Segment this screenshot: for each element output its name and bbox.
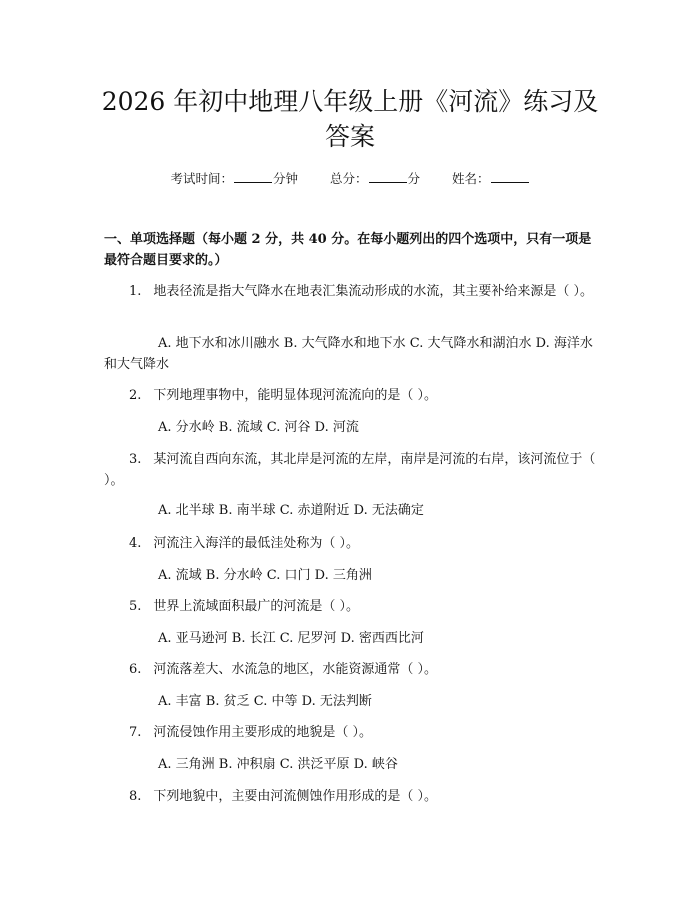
exam-meta [0, 170, 700, 188]
question-number: 7. [129, 725, 142, 740]
question-number: 3. [129, 452, 142, 467]
exam-time-unit: 分钟 [272, 171, 298, 186]
question-number: 6. [129, 662, 142, 677]
exam-time-label: 考试时间： [170, 171, 233, 186]
question-3 [104, 449, 598, 491]
question-8 [104, 786, 598, 807]
student-name-blank [491, 170, 529, 183]
question-1-options: A. 地下水和冰川融水 B. 大气降水和地下水 C. 大气降水和湖泊水 D. 海洋水和大气降水 [104, 336, 593, 372]
section-heading: 一、单项选择题（每小题 2 分，共 40 分。在每小题列出的四个选项中，只有一项是最符合题目要求的。） [104, 232, 592, 268]
total-score-blank [369, 170, 407, 183]
student-name-label: 姓名： [452, 171, 490, 186]
question-text: 世界上流域面积最广的河流是（ ）。 [153, 599, 360, 614]
total-score-unit: 分 [407, 171, 421, 186]
student-name [452, 170, 530, 188]
question-4 [104, 533, 598, 554]
exam-time-blank [234, 170, 272, 183]
question-number: 5. [129, 599, 142, 614]
question-number: 2. [129, 388, 142, 403]
question-text: 河流侵蚀作用主要形成的地貌是（ ）。 [153, 725, 373, 740]
question-3-options: A. 北半球 B. 南半球 C. 赤道附近 D. 无法确定 [158, 503, 424, 518]
question-number: 1. [129, 284, 142, 299]
question-7 [104, 722, 598, 743]
question-text: 地表径流是指大气降水在地表汇集流动形成的水流，其主要补给来源是（ ）。 [153, 284, 594, 299]
question-text: 下列地貌中，主要由河流侧蚀作用形成的是（ ）。 [153, 789, 438, 804]
question-number: 8. [129, 789, 142, 804]
page-title: 2026 年初中地理八年级上册《河流》练习及答案 [101, 87, 599, 151]
question-2 [104, 385, 598, 406]
total-score-label: 总分： [329, 171, 368, 186]
question-4-options: A. 流域 B. 分水岭 C. 口门 D. 三角洲 [158, 568, 372, 583]
question-text: 下列地理事物中，能明显体现河流流向的是（ ）。 [153, 388, 438, 403]
question-6 [104, 659, 598, 680]
question-number: 4. [129, 536, 142, 551]
total-score [330, 170, 420, 188]
question-5-options: A. 亚马逊河 B. 长江 C. 尼罗河 D. 密西西比河 [158, 631, 424, 646]
question-2-options: A. 分水岭 B. 流域 C. 河谷 D. 河流 [158, 420, 359, 435]
question-text: 某河流自西向东流，其北岸是河流的左岸，南岸是河流的右岸，该河流位于（ ）。 [104, 452, 596, 488]
question-7-options: A. 三角洲 B. 冲积扇 C. 洪泛平原 D. 峡谷 [158, 757, 398, 772]
exam-time [170, 170, 298, 188]
question-text: 河流落差大、水流急的地区，水能资源通常（ ）。 [153, 662, 438, 677]
question-text: 河流注入海洋的最低洼处称为（ ）。 [153, 536, 360, 551]
question-6-options: A. 丰富 B. 贫乏 C. 中等 D. 无法判断 [158, 694, 372, 709]
question-1 [104, 281, 598, 302]
question-5 [104, 596, 598, 617]
